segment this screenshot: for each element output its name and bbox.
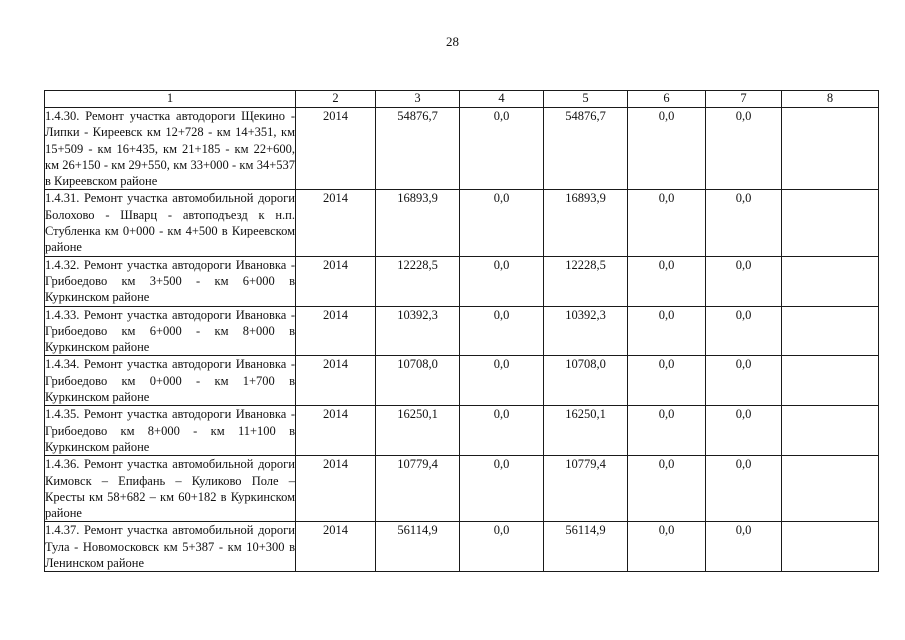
- amount-col-6-cell: 0,0: [628, 306, 706, 356]
- column-header-8: 8: [782, 91, 879, 108]
- amount-col-5-cell: 10392,3: [544, 306, 628, 356]
- year-cell: 2014: [296, 522, 376, 572]
- empty-col-8-cell: [782, 406, 879, 456]
- column-header-3: 3: [376, 91, 460, 108]
- total-amount-cell: 16893,9: [376, 190, 460, 256]
- table-row: [45, 456, 879, 522]
- amount-col-6-cell: 0,0: [628, 456, 706, 522]
- amount-col-6-cell: 0,0: [628, 256, 706, 306]
- amount-col-5-cell: 12228,5: [544, 256, 628, 306]
- header-row: [45, 91, 879, 108]
- amount-col-5-cell: 54876,7: [544, 108, 628, 190]
- year-cell: 2014: [296, 456, 376, 522]
- empty-col-8-cell: [782, 356, 879, 406]
- year-cell: 2014: [296, 306, 376, 356]
- table-row: [45, 190, 879, 256]
- table-row: [45, 108, 879, 190]
- total-amount-cell: 10708,0: [376, 356, 460, 406]
- amount-col-5-cell: 56114,9: [544, 522, 628, 572]
- empty-col-8-cell: [782, 190, 879, 256]
- column-header-5: 5: [544, 91, 628, 108]
- table-row: [45, 306, 879, 356]
- total-amount-cell: 54876,7: [376, 108, 460, 190]
- table-row: [45, 406, 879, 456]
- work-description: 1.4.32. Ремонт участка автодороги Ивановка - Грибоедово км 3+500 - км 6+000 в Куркинском районе: [45, 257, 295, 305]
- column-header-7: 7: [706, 91, 782, 108]
- page-number: 28: [446, 34, 459, 49]
- column-header-6: 6: [628, 91, 706, 108]
- amount-col-7-cell: 0,0: [706, 190, 782, 256]
- total-amount-cell: 16250,1: [376, 406, 460, 456]
- year-cell: 2014: [296, 406, 376, 456]
- empty-col-8-cell: [782, 108, 879, 190]
- amount-col-7-cell: 0,0: [706, 356, 782, 406]
- amount-col-7-cell: 0,0: [706, 306, 782, 356]
- work-description: 1.4.36. Ремонт участка автомобильной дороги Кимовск – Епифань – Куликово Поле – Кресты км 58+682 – км 60+182 в Куркинском районе: [45, 457, 295, 521]
- amount-col-6-cell: 0,0: [628, 356, 706, 406]
- amount-col-7-cell: 0,0: [706, 522, 782, 572]
- year-cell: 2014: [296, 190, 376, 256]
- amount-col-7-cell: 0,0: [706, 406, 782, 456]
- total-amount-cell: 10392,3: [376, 306, 460, 356]
- total-amount-cell: 12228,5: [376, 256, 460, 306]
- amount-col-4-cell: 0,0: [460, 256, 544, 306]
- amount-col-6-cell: 0,0: [628, 108, 706, 190]
- amount-col-4-cell: 0,0: [460, 356, 544, 406]
- amount-col-4-cell: 0,0: [460, 306, 544, 356]
- total-amount-cell: 10779,4: [376, 456, 460, 522]
- work-description: 1.4.35. Ремонт участка автодороги Ивановка - Грибоедово км 8+000 - км 11+100 в Куркинском районе: [45, 407, 295, 454]
- column-header-1: 1: [45, 91, 296, 108]
- empty-col-8-cell: [782, 306, 879, 356]
- total-amount-cell: 56114,9: [376, 522, 460, 572]
- amount-col-5-cell: 16893,9: [544, 190, 628, 256]
- table-row: [45, 256, 879, 306]
- amount-col-4-cell: 0,0: [460, 406, 544, 456]
- year-cell: 2014: [296, 256, 376, 306]
- table-row: [45, 522, 879, 572]
- amount-col-7-cell: 0,0: [706, 108, 782, 190]
- work-description: 1.4.34. Ремонт участка автодороги Ивановка - Грибоедово км 0+000 - км 1+700 в Куркинском районе: [45, 357, 295, 405]
- amount-col-4-cell: 0,0: [460, 190, 544, 256]
- amount-col-6-cell: 0,0: [628, 406, 706, 456]
- work-description: 1.4.37. Ремонт участка автомобильной дороги Тула - Новомосковск км 5+387 - км 10+300 в Ленинском районе: [45, 523, 295, 571]
- amount-col-4-cell: 0,0: [460, 108, 544, 190]
- amount-col-5-cell: 16250,1: [544, 406, 628, 456]
- amount-col-6-cell: 0,0: [628, 522, 706, 572]
- column-header-4: 4: [460, 91, 544, 108]
- empty-col-8-cell: [782, 256, 879, 306]
- year-cell: 2014: [296, 356, 376, 406]
- year-cell: 2014: [296, 108, 376, 190]
- amount-col-7-cell: 0,0: [706, 256, 782, 306]
- amount-col-4-cell: 0,0: [460, 456, 544, 522]
- amount-col-5-cell: 10708,0: [544, 356, 628, 406]
- amount-col-5-cell: 10779,4: [544, 456, 628, 522]
- empty-col-8-cell: [782, 522, 879, 572]
- data-table: [44, 90, 879, 572]
- work-description: 1.4.30. Ремонт участка автодороги Щекино - Липки - Киреевск км 12+728 - км 14+351, км 15+509 - км 16+435, км 21+185 - км 22+600, км 26+150 - км 29+550, км 33+000 - км 34+537 в Киреевском районе: [45, 109, 295, 189]
- work-description: 1.4.33. Ремонт участка автодороги Ивановка - Грибоедово км 6+000 - км 8+000 в Куркинском районе: [45, 307, 295, 355]
- column-header-2: 2: [296, 91, 376, 108]
- table-row: [45, 356, 879, 406]
- amount-col-6-cell: 0,0: [628, 190, 706, 256]
- amount-col-4-cell: 0,0: [460, 522, 544, 572]
- amount-col-7-cell: 0,0: [706, 456, 782, 522]
- work-description: 1.4.31. Ремонт участка автомобильной дороги Болохово - Шварц - автоподъезд к н.п. Стубленка км 0+000 - км 4+500 в Киреевском районе: [45, 191, 295, 255]
- empty-col-8-cell: [782, 456, 879, 522]
